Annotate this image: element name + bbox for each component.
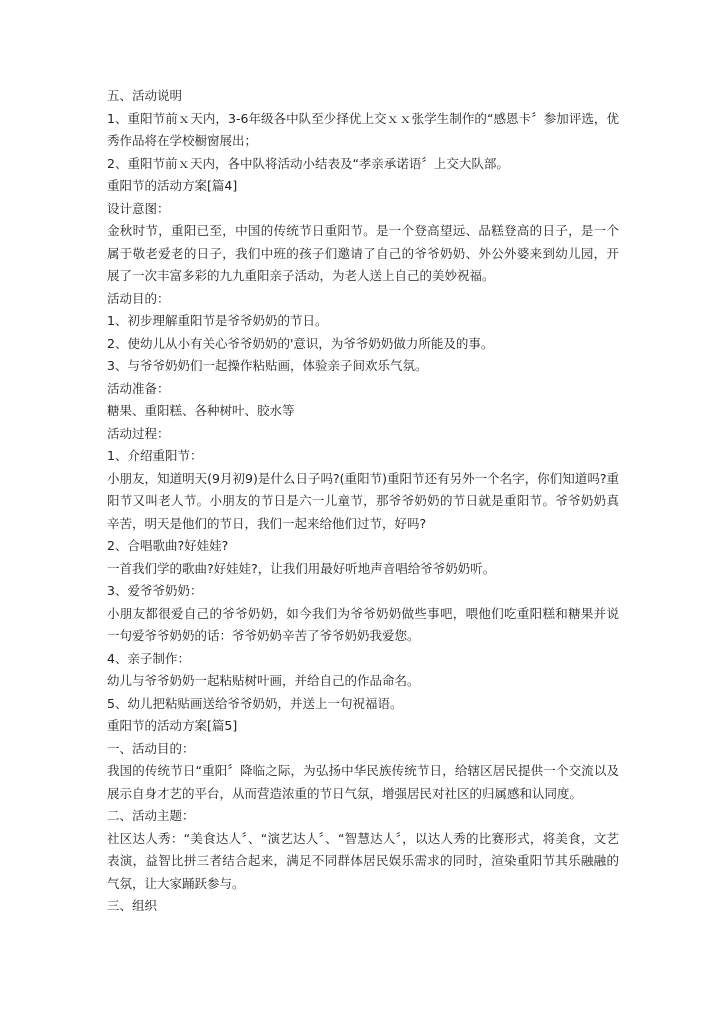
paragraph: 2、重阳节前ｘ天内，各中队将活动小结表及“孝亲承诺语〞上交大队部。: [107, 155, 509, 171]
paragraph: 幼儿与爷爷奶奶一起粘贴树叶画，并给自己的作品命名。: [107, 673, 420, 688]
paragraph: 一首我们学的歌曲?好娃娃?，让我们用最好听地声音唱给爷爷奶奶听。: [107, 560, 496, 576]
list-item: 4、亲子制作：: [107, 650, 190, 666]
paragraph: 社区达人秀：“美食达人〞、“演艺达人〞、“智慧达人〞，以达人秀的比赛形式，将美食，文艺表演，益智比拼三者结合起来，满足不同群体居民娱乐需求的同时，渲染重阳节其乐融融的气氛，让大家踊跃参与。: [107, 830, 619, 891]
list-item: 1、介绍重阳节：: [107, 448, 203, 463]
section-heading: 设计意图：: [107, 200, 170, 216]
paragraph: 1、重阳节前ｘ天内，3-6年级各中队至少择优上交ｘｘ张学生制作的“感恩卡〞参加评选，优秀作品将在学校橱窗展出；: [107, 110, 619, 148]
list-item: 1、初步理解重阳节是爷爷奶奶的节日。: [107, 313, 328, 328]
list-item: 3、爱爷爷奶奶：: [107, 583, 203, 598]
section-heading: 三、组织: [107, 898, 158, 913]
document-body: [107, 85, 619, 918]
section-heading: 二、活动主题：: [107, 808, 195, 823]
plan-heading-4: 重阳节的活动方案[篇4]: [107, 178, 238, 193]
list-item: 2、使幼儿从小有关心爷爷奶奶的'意识，为爷爷奶奶做力所能及的事。: [107, 335, 494, 351]
section-heading: 活动准备：: [107, 380, 170, 396]
section-heading: 一、活动目的：: [107, 740, 195, 756]
section-heading: 活动目的：: [107, 290, 170, 306]
paragraph: 金秋时节，重阳已至，中国的传统节日重阳节。是一个登高望远、品糕登高的日子，是一个属于敬老爱老的日子，我们中班的孩子们邀请了自己的爷爷奶奶、外公外婆来到幼儿园，开展了一次丰富多彩的九九重阳亲子活动，为老人送上自己的美妙祝福。: [107, 223, 619, 283]
plan-heading-5: 重阳节的活动方案[篇5]: [107, 718, 238, 733]
list-item: 5、幼儿把粘贴画送给爷爷奶奶，并送上一句祝福语。: [107, 695, 403, 711]
paragraph: 小朋友，知道明天(9月初9)是什么日子吗?(重阳节)重阳节还有另外一个名字，你们知道吗?重阳节又叫老人节。小朋友的节日是六一儿童节，那爷爷奶奶的节日就是重阳节。爷爷奶奶真辛苦，明天是他们的节日，我们一起来给他们过节，好吗?: [107, 470, 619, 531]
section-heading: 活动过程：: [107, 425, 170, 441]
list-item: 3、与爷爷奶奶们一起操作粘贴画，体验亲子间欢乐气氛。: [107, 358, 428, 373]
section-heading-activity-notes: 五、活动说明: [107, 88, 183, 103]
paragraph: 我国的传统节日“重阳〞降临之际，为弘扬中华民族传统节日，给辖区居民提供一个交流以及展示自身才艺的平台，从而营造浓重的节日气氛，增强居民对社区的归属感和认同度。: [107, 763, 619, 801]
list-item: 2、合唱歌曲?好娃娃?: [107, 538, 229, 553]
paragraph: 糖果、重阳糕、各种树叶、胶水等: [107, 403, 295, 418]
paragraph: 小朋友都很爱自己的爷爷奶奶，如今我们为爷爷奶奶做些事吧，喂他们吃重阳糕和糖果并说一句爱爷爷奶奶的话：爷爷奶奶辛苦了爷爷奶奶我爱您。: [107, 605, 619, 643]
